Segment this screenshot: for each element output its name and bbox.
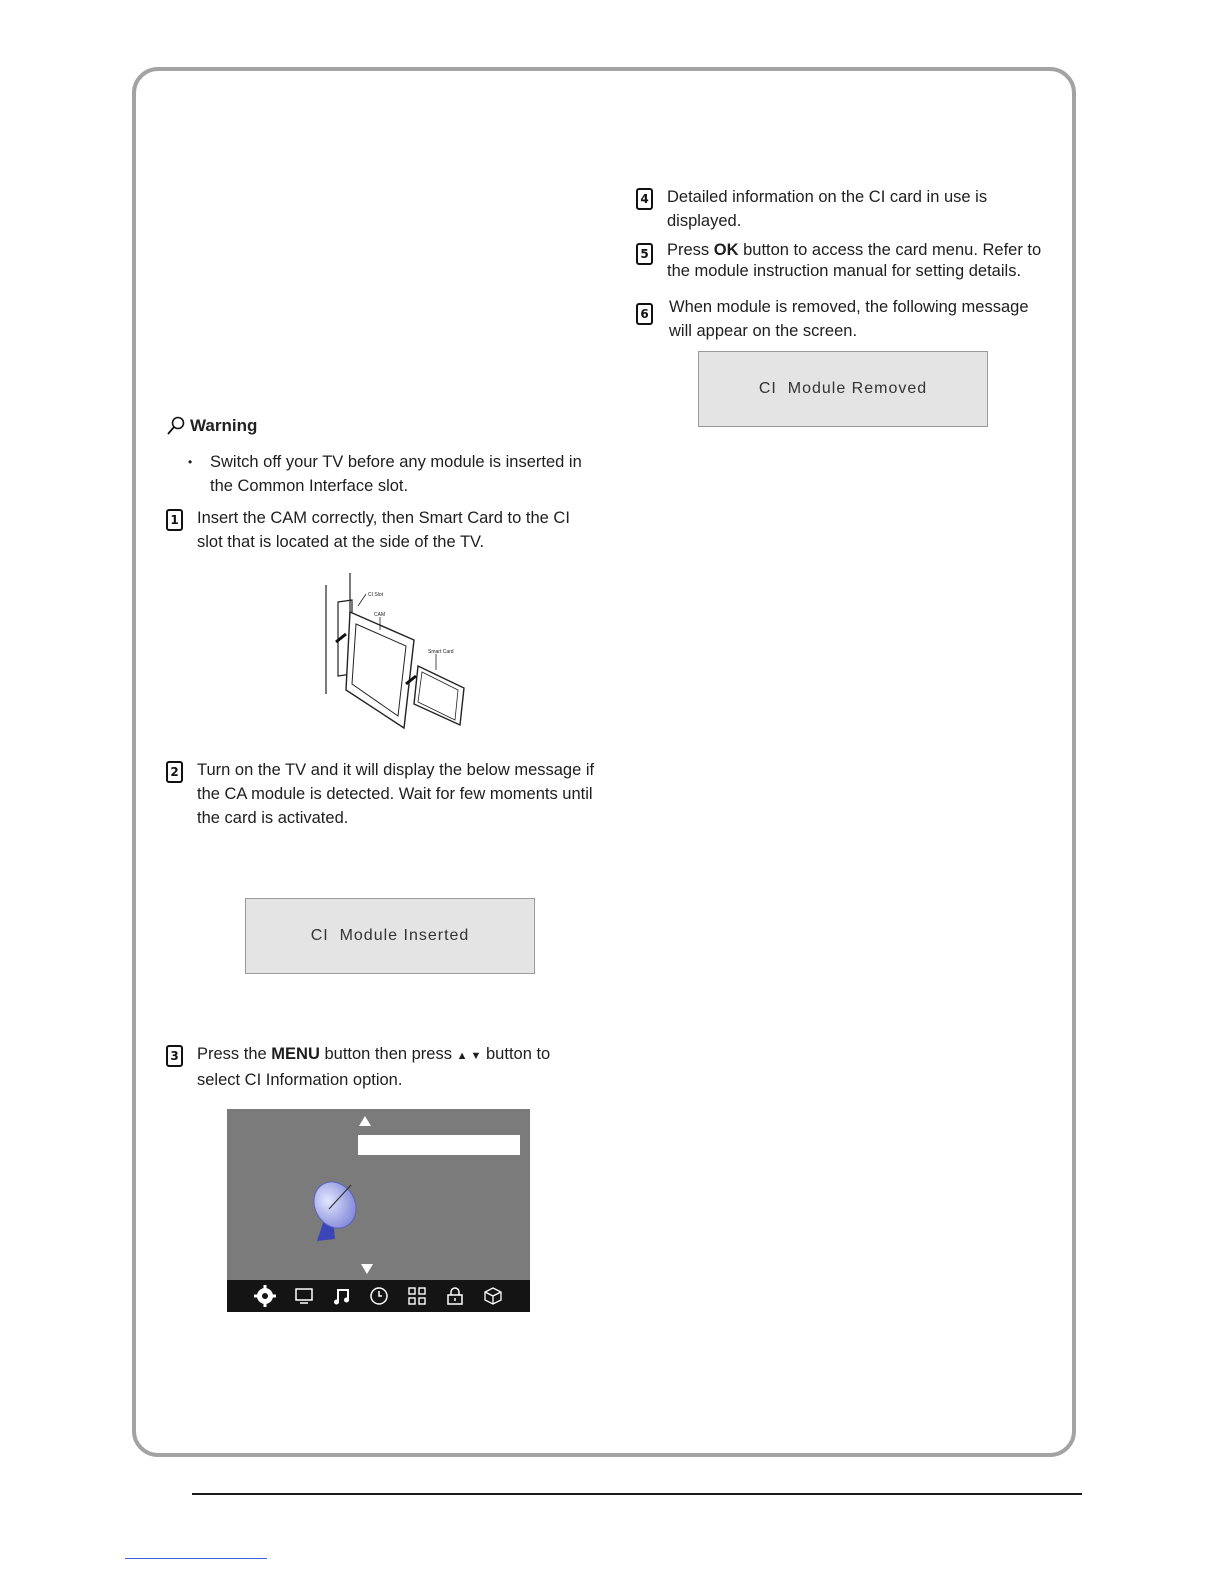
diagram-label-smart-card: Smart Card bbox=[428, 649, 454, 655]
tv-icon[interactable] bbox=[294, 1286, 314, 1306]
ci-slot-diagram bbox=[318, 570, 478, 730]
magnifier-icon bbox=[166, 416, 186, 436]
step-1 bbox=[166, 506, 596, 554]
warning-heading bbox=[166, 416, 257, 436]
step-text: Turn on the TV and it will display the below message if the CA module is detected. Wait for few moments until the card is activated. bbox=[197, 761, 595, 827]
step-number: 2 bbox=[166, 761, 183, 783]
step-number: 6 bbox=[636, 303, 653, 325]
gear-icon[interactable] bbox=[254, 1285, 276, 1307]
warning-title: Warning bbox=[190, 416, 258, 435]
warning-bullet bbox=[188, 450, 598, 498]
step-number: 5 bbox=[636, 243, 653, 265]
lock-icon[interactable] bbox=[445, 1286, 465, 1306]
grid-icon[interactable] bbox=[407, 1286, 427, 1306]
clock-icon[interactable] bbox=[369, 1286, 389, 1306]
music-icon[interactable] bbox=[332, 1286, 352, 1306]
tv-menu-screenshot bbox=[227, 1109, 530, 1312]
step-2 bbox=[166, 758, 596, 830]
step-3 bbox=[166, 1042, 596, 1092]
menu-highlight-bar bbox=[358, 1135, 520, 1155]
step-text: Detailed information on the CI card in use is displayed. bbox=[667, 188, 988, 230]
module-inserted-message bbox=[245, 898, 535, 974]
footer-link-underline bbox=[125, 1558, 267, 1559]
step-number: 4 bbox=[636, 188, 653, 210]
module-inserted-text: CI Module Inserted bbox=[310, 927, 470, 944]
step-5 bbox=[636, 240, 1046, 282]
step-text: Press OK button to access the card menu. Refer to the module instruction manual for setting details. bbox=[667, 241, 1042, 280]
up-down-arrows-icon: ▲ ▼ bbox=[456, 1050, 482, 1062]
step-text: Insert the CAM correctly, then Smart Card to the CI slot that is located at the side of the TV. bbox=[197, 509, 570, 551]
step-text: Press the MENU button then press ▲ ▼ button to select CI Information option. bbox=[197, 1045, 551, 1089]
step-6 bbox=[636, 295, 1046, 343]
menu-key-label: MENU bbox=[271, 1045, 320, 1063]
scroll-up-icon bbox=[358, 1115, 372, 1127]
module-removed-text: CI Module Removed bbox=[758, 380, 928, 397]
box-icon[interactable] bbox=[483, 1286, 503, 1306]
step-number: 1 bbox=[166, 509, 183, 531]
module-removed-message bbox=[698, 351, 988, 427]
satellite-dish-icon bbox=[305, 1177, 365, 1245]
diagram-label-slot: CI Slot bbox=[368, 592, 384, 598]
diagram-label-cam: CAM bbox=[374, 612, 386, 618]
menu-icon-bar bbox=[227, 1280, 530, 1312]
step-4 bbox=[636, 185, 1046, 233]
footer-rule bbox=[192, 1493, 1082, 1495]
step-number: 3 bbox=[166, 1045, 183, 1067]
step-text: When module is removed, the following message will appear on the screen. bbox=[669, 298, 1029, 340]
ok-key-label: OK bbox=[713, 241, 739, 259]
bullet-dot: • bbox=[188, 455, 193, 469]
warning-bullet-text: Switch off your TV before any module is inserted in the Common Interface slot. bbox=[210, 453, 582, 495]
scroll-down-icon bbox=[360, 1263, 374, 1275]
